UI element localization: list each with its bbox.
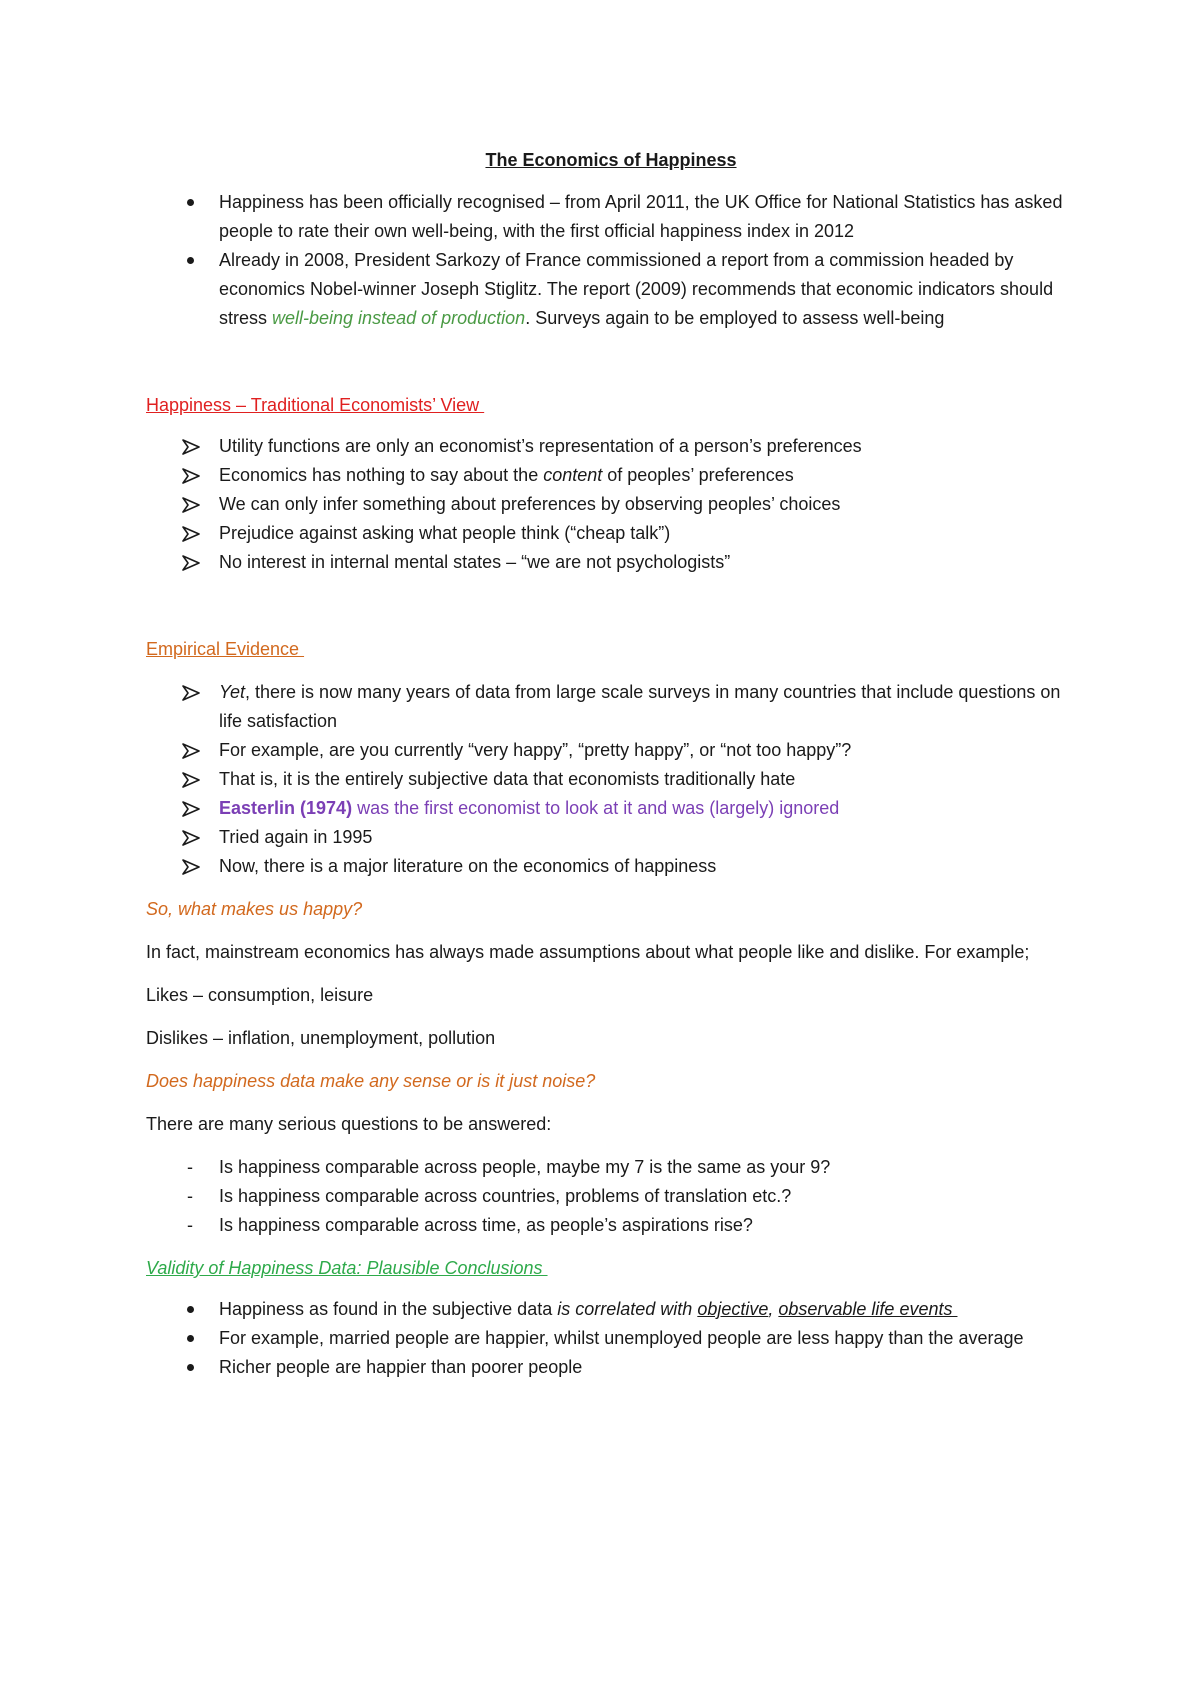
list-item: Easterlin (1974) was the first economist to look at it and was (largely) ignored (146, 794, 1076, 823)
empirical-evidence-list (146, 678, 1076, 881)
arrow-bullet-icon (182, 526, 200, 542)
list-item: Yet, there is now many years of data from large scale surveys in many countries that include questions on life satisfaction (146, 678, 1076, 736)
document-content (146, 146, 1076, 1382)
arrow-bullet-icon (182, 859, 200, 875)
arrow-bullet-icon (182, 468, 200, 484)
bullet-dot-icon (187, 199, 194, 206)
arrow-bullet-icon (182, 685, 200, 701)
list-item: Richer people are happier than poorer people (146, 1353, 1076, 1382)
likes-line: Likes – consumption, leisure (146, 985, 374, 1005)
bullet-dot-icon (187, 1335, 194, 1342)
list-item: Happiness as found in the subjective data is correlated with objective, observable life events (146, 1295, 1076, 1324)
arrow-bullet-icon (182, 439, 200, 455)
dash-bullet: - (187, 1186, 193, 1206)
traditional-view-list (146, 432, 1076, 577)
bullet-dot-icon (187, 1364, 194, 1371)
list-item: - Is happiness comparable across time, as people’s aspirations rise? (146, 1211, 1076, 1240)
list-item: That is, it is the entirely subjective data that economists traditionally hate (146, 765, 1076, 794)
dash-bullet: - (187, 1215, 193, 1235)
list-item: Happiness has been officially recognised – from April 2011, the UK Office for National Statistics has asked people to rate their own well-being, with the first official happiness index in 2012 (146, 188, 1076, 246)
section-heading-validity: Validity of Happiness Data: Plausible Conclusions (146, 1258, 548, 1278)
list-item: For example, married people are happier, whilst unemployed people are less happy than the average (146, 1324, 1076, 1353)
dislikes-line: Dislikes – inflation, unemployment, pollution (146, 1028, 496, 1048)
question-happiness-data-noise: Does happiness data make any sense or is it just noise? (146, 1071, 596, 1091)
bullet-dot-icon (187, 1306, 194, 1313)
arrow-bullet-icon (182, 555, 200, 571)
arrow-bullet-icon (182, 801, 200, 817)
list-item: Prejudice against asking what people think (“cheap talk”) (146, 519, 1076, 548)
bullet-dot-icon (187, 257, 194, 264)
question-what-makes-us-happy: So, what makes us happy? (146, 899, 363, 919)
intro-list (146, 188, 1076, 333)
dash-bullet: - (187, 1157, 193, 1177)
list-item: - Is happiness comparable across people, maybe my 7 is the same as your 9? (146, 1153, 1076, 1182)
list-item: We can only infer something about preferences by observing peoples’ choices (146, 490, 1076, 519)
section-heading-traditional-view: Happiness – Traditional Economists’ View (146, 395, 485, 415)
list-item: Economics has nothing to say about the content of peoples’ preferences (146, 461, 1076, 490)
arrow-bullet-icon (182, 830, 200, 846)
list-item: Now, there is a major literature on the economics of happiness (146, 852, 1076, 881)
emphasis-text: well-being instead of production (272, 308, 526, 328)
list-item: - Is happiness comparable across countries, problems of translation etc.? (146, 1182, 1076, 1211)
section-heading-empirical-evidence: Empirical Evidence (146, 639, 305, 659)
paragraph-mainstream-economics: In fact, mainstream economics has always made assumptions about what people like and dislike. For example; (146, 942, 1030, 962)
arrow-bullet-icon (182, 743, 200, 759)
list-item: Utility functions are only an economist’s representation of a person’s preferences (146, 432, 1076, 461)
arrow-bullet-icon (182, 497, 200, 513)
list-item: No interest in internal mental states – “we are not psychologists” (146, 548, 1076, 577)
validity-list (146, 1295, 1076, 1382)
document-title: The Economics of Happiness (485, 150, 737, 170)
list-item: Already in 2008, President Sarkozy of France commissioned a report from a commission headed by economics Nobel-winner Joseph Stiglitz. The report (2009) recommends that economic indicators should stress well-being instead of production. Surveys again to be employed to assess well-being (146, 246, 1076, 333)
arrow-bullet-icon (182, 772, 200, 788)
questions-list (146, 1153, 1076, 1240)
list-item: Tried again in 1995 (146, 823, 1076, 852)
list-item: For example, are you currently “very happy”, “pretty happy”, or “not too happy”? (146, 736, 1076, 765)
paragraph-serious-questions: There are many serious questions to be answered: (146, 1114, 552, 1134)
